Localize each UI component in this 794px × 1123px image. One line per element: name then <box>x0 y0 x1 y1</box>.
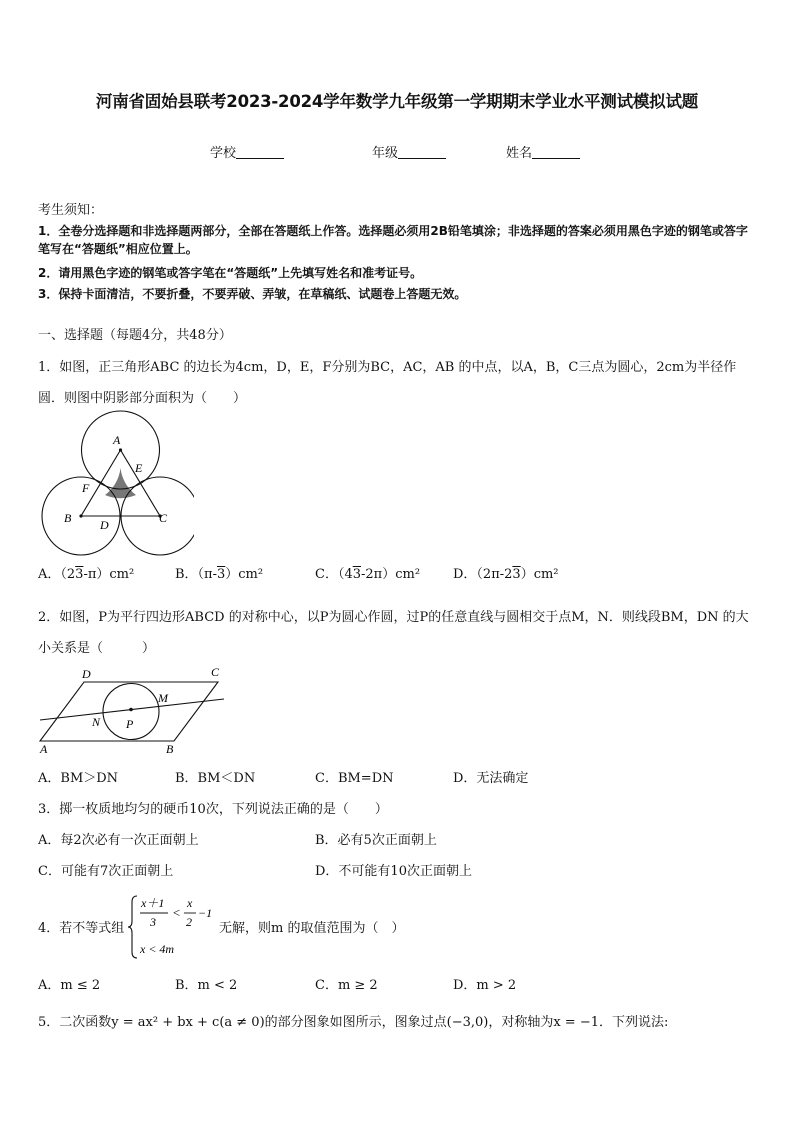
label-p: P <box>126 717 134 731</box>
q3-text: 3．掷一枚质地均匀的硬币10次，下列说法正确的是（ ） <box>38 802 388 817</box>
grade-label: 年级 <box>372 146 399 161</box>
label-b: B <box>64 511 72 525</box>
svg-text:2: 2 <box>186 915 192 929</box>
q1-option-a: A．（23-π）cm² <box>38 567 135 582</box>
shaded-region <box>105 468 136 498</box>
q5-text: 5．二次函数y = ax² + bx + c(a ≠ 0)的部分图象如图所示，图象过点(−3,0)，对称轴为x = −1．下列说法: <box>38 1015 669 1030</box>
label-a: A <box>113 433 121 447</box>
q4-prefix: 4．若不等式组 <box>38 921 125 936</box>
label-m: M <box>158 691 168 705</box>
name-label: 姓名 <box>506 146 533 161</box>
label-c: C <box>159 511 168 525</box>
q3-option-c: C．可能有7次正面朝上 <box>38 864 174 879</box>
name-field <box>506 142 580 161</box>
svg-text:<: < <box>172 905 181 920</box>
section-heading: 一、选择题（每题4分，共48分） <box>38 328 232 343</box>
notice-item-3: 3．保持卡面清洁，不要折叠，不要弄破、弄皱，在草稿纸、试题卷上答题无效。 <box>38 287 467 301</box>
q4-option-d: D．m > 2 <box>453 978 517 993</box>
label-d: D <box>100 518 109 532</box>
school-blank <box>236 146 284 159</box>
notice-heading: 考生须知： <box>38 203 104 218</box>
notice-item-1: 1．全卷分选择题和非选择题两部分，全部在答题纸上作答。选择题必须用2B铅笔填涂；非选择题的答案必须用黑色字迹的钢笔或答字笔写在“答题纸”相应位置上。 <box>38 224 748 256</box>
q4-suffix: 无解，则m 的取值范围为（ ） <box>219 921 405 936</box>
q2-option-c: C．BM=DN <box>315 771 394 786</box>
svg-text:3: 3 <box>150 915 156 929</box>
q3-option-d: D．不可能有10次正面朝上 <box>315 864 472 879</box>
notice-item-2: 2．请用黑色字迹的钢笔或答字笔在“答题纸”上先填写姓名和准考证号。 <box>38 266 423 280</box>
grade-blank <box>398 146 446 159</box>
label-e: E <box>135 461 143 475</box>
page-title: 河南省固始县联考2023-2024学年数学九年级第一学期期末学业水平测试模拟试题 <box>95 92 699 111</box>
q1-option-c: C．（43-2π）cm² <box>315 567 421 582</box>
school-field <box>210 142 284 161</box>
q1-figure <box>34 410 194 558</box>
q2-option-a: A．BM＞DN <box>38 771 119 786</box>
q4-inequality-system <box>128 893 220 961</box>
label-f: F <box>82 481 90 495</box>
grade-field <box>372 142 446 161</box>
q2-option-b: B．BM＜DN <box>175 771 256 786</box>
school-label: 学校 <box>210 146 237 161</box>
label-b: B <box>166 742 174 756</box>
svg-text:x＋1: x＋1 <box>141 896 165 910</box>
label-d: D <box>82 667 91 681</box>
q4-option-a: A．m ≤ 2 <box>38 978 101 993</box>
q3-option-b: B．必有5次正面朝上 <box>315 833 437 848</box>
svg-text:−1: −1 <box>198 906 213 920</box>
label-c: C <box>211 665 220 679</box>
name-blank <box>532 146 580 159</box>
system-brace <box>128 896 137 958</box>
q3-option-a: A．每2次必有一次正面朝上 <box>38 833 199 848</box>
label-n: N <box>92 715 101 729</box>
q1-option-d: D．（2π-23）cm² <box>453 567 559 582</box>
q1-text: 1．如图，正三角形ABC 的边长为4cm，D，E，F分别为BC，AC，AB 的中点，以A，B，C三点为圆心，2cm为半径作圆．则图中阴影部分面积为（ ） <box>38 360 737 406</box>
svg-text:x < 4m: x < 4m <box>140 942 175 956</box>
q4-option-c: C．m ≥ 2 <box>315 978 378 993</box>
label-a: A <box>40 742 48 756</box>
q4-option-b: B．m < 2 <box>175 978 238 993</box>
svg-text:x: x <box>187 896 193 910</box>
parallelogram-abcd <box>40 682 218 741</box>
q1-option-b: B．（π-3）cm² <box>175 567 264 582</box>
q2-figure <box>34 660 234 758</box>
q2-option-d: D．无法确定 <box>453 771 529 786</box>
q2-text: 2．如图，P为平行四边形ABCD 的对称中心，以P为圆心作圆，过P的任意直线与圆相交于点M，N．则线段BM，DN 的大小关系是（ ） <box>38 610 749 656</box>
